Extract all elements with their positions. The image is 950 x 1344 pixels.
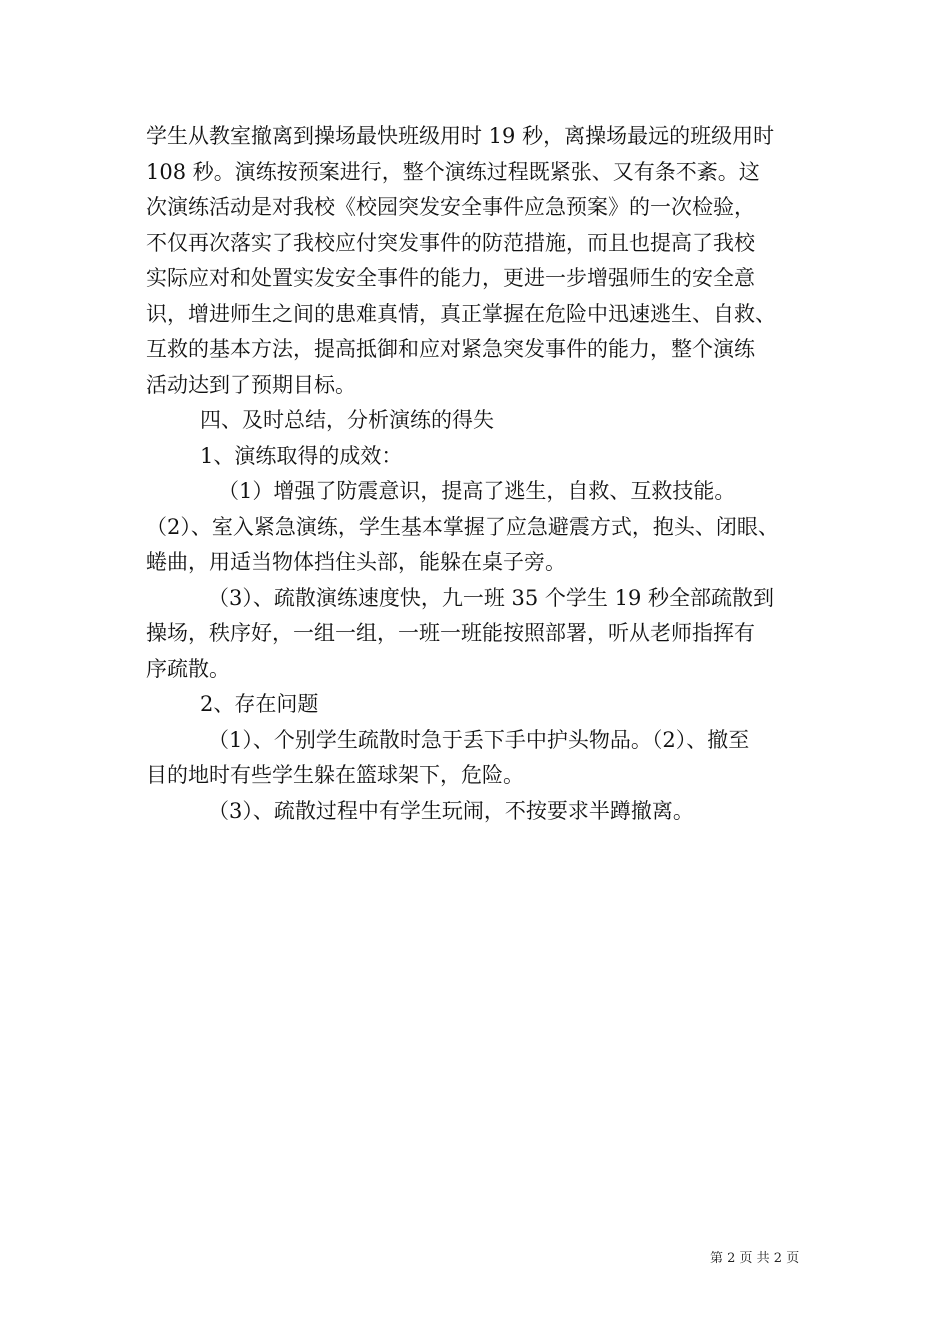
heading-text: 四、及时总结，分析演练的得失 xyxy=(200,408,494,432)
paragraph-problems-3 xyxy=(146,794,814,830)
paragraph-achievements-1-2 xyxy=(146,474,814,581)
text-line: （2）、室入紧急演练，学生基本掌握了应急避震方式，抱头、闭眼、 xyxy=(146,514,779,539)
text-line: 108 秒。演练按预案进行，整个演练过程既紧张、又有条不紊。这 xyxy=(146,159,760,184)
text-line: （3）、疏散过程中有学生玩闹，不按要求半蹲撤离。 xyxy=(208,798,694,823)
text-line: 序疏散。 xyxy=(146,656,230,681)
text-line: 活动达到了预期目标。 xyxy=(146,372,356,397)
text-line: 互救的基本方法，提高抵御和应对紧急突发事件的能力，整个演练 xyxy=(146,337,755,361)
text-line: 目的地时有些学生躲在篮球架下，危险。 xyxy=(146,763,524,787)
paragraph-problems-1-2 xyxy=(146,723,814,794)
text-line: 识，增进师生之间的患难真情，真正掌握在危险中迅速逃生、自救、 xyxy=(146,301,776,326)
section-heading-4 xyxy=(146,403,814,439)
text-line: 操场，秩序好，一组一组，一班一班能按照部署，听从老师指挥有 xyxy=(146,621,755,645)
text-line: （3）、疏散演练速度快，九一班 35 个学生 19 秒全部疏散到 xyxy=(208,585,775,610)
subsection-heading-problems xyxy=(146,687,814,723)
text-line: （1）增强了防震意识，提高了逃生，自救、互救技能。 xyxy=(218,479,736,503)
page-footer: 第 2 页 共 2 页 xyxy=(710,1251,800,1266)
text-line: 实际应对和处置实发安全事件的能力，更进一步增强师生的安全意 xyxy=(146,266,755,290)
text-line: 学生从教室撤离到操场最快班级用时 19 秒，离操场最远的班级用时 xyxy=(146,124,775,148)
text-line: （1）、个别学生疏散时急于丢下手中护头物品。（2）、撤至 xyxy=(208,727,750,752)
text-line: 次演练活动是对我校《校园突发安全事件应急预案》的一次检验， xyxy=(146,195,755,219)
heading-text: 2、存在问题 xyxy=(200,692,319,716)
paragraph-achievements-3 xyxy=(146,581,814,688)
heading-text: 1、演练取得的成效： xyxy=(200,443,403,468)
document-body xyxy=(146,119,814,829)
paragraph-drill-summary xyxy=(146,119,814,403)
subsection-heading-achievements xyxy=(146,439,814,475)
text-line: 蜷曲，用适当物体挡住头部，能躲在桌子旁。 xyxy=(146,550,566,574)
text-line: 不仅再次落实了我校应付突发事件的防范措施，而且也提高了我校 xyxy=(146,230,755,255)
